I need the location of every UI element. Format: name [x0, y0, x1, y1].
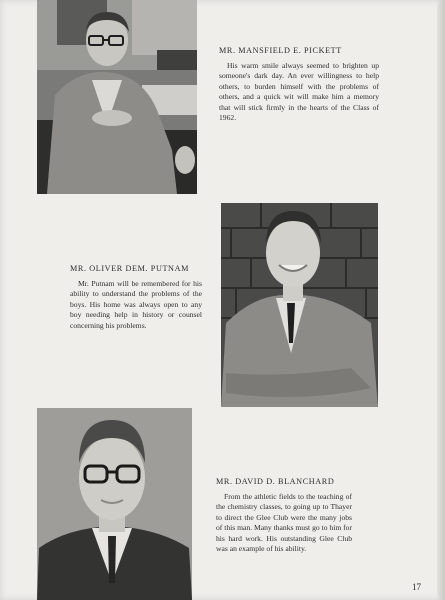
teacher-name: MR. MANSFIELD E. PICKETT: [219, 46, 342, 55]
teacher-name: MR. OLIVER DEM. PUTNAM: [70, 264, 189, 273]
teacher-description: Mr. Putnam will be remembered for his ability to understand the problems of the boys. His home was always open to any boy needing help in history or counsel concerning his problems.: [70, 279, 202, 330]
photo-pickett: [37, 0, 197, 194]
teacher-description: From the athletic fields to the teaching of the chemistry classes, to going up to Thayer to direct the Glee Club were the many jobs of this man. Many thanks must go to him for his hard work. His outstanding Glee Club was an example of his ability.: [216, 492, 352, 554]
photo-blanchard: [37, 408, 192, 600]
page-spine-edge: [437, 0, 445, 600]
teacher-name: MR. DAVID D. BLANCHARD: [216, 477, 335, 486]
bio-pickett: [219, 46, 379, 123]
photo-putnam: [221, 203, 378, 407]
page-number: 17: [412, 582, 421, 592]
teacher-description: His warm smile always seemed to brighten up someone's dark day. An ever willingness to help others, to burden himself with the problems of others, and a quick wit will make him a memory that will stick firmly in the hearts of the Class of 1962.: [219, 61, 379, 123]
bio-putnam: [70, 264, 202, 331]
bio-blanchard: [216, 477, 352, 554]
